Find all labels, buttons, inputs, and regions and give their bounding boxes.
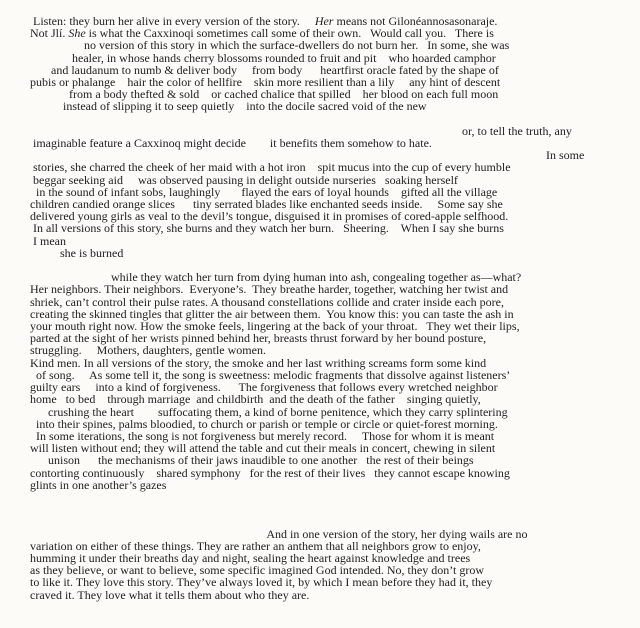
poem-text: humming it under their breaths day and night, sealing the heart against knowledge and trees bbox=[30, 550, 471, 565]
poem-text: I mean bbox=[33, 233, 66, 248]
poem-text: no version of this story in which the surface-dwellers do not burn her. In some, she was bbox=[84, 38, 510, 53]
poem-text: variation on either of these things. They are rather an anthem that all neighbors grow to enjoy, bbox=[30, 538, 481, 553]
poem-text: parted at the sight of her wrists pinned behind her, breasts thrust forward by her bound posture, bbox=[30, 331, 487, 346]
poem-text: And in one version of the story, her dying wails are no bbox=[266, 526, 528, 541]
poem-text: as they believe, or want to believe, some specific imagined God intended. No, they don’t grow bbox=[30, 563, 484, 578]
poem-text: Listen: they burn her alive in every version of the story. bbox=[33, 14, 315, 28]
poem-text: children candied orange slices tiny serrated blades like enchanted seeds inside. Some say she bbox=[30, 197, 503, 212]
poem-text: contorting continuously shared symphony for the rest of their lives they cannot escape knowing bbox=[30, 465, 510, 480]
poem bbox=[30, 15, 620, 601]
poem-text: healer, in whose hands cherry blossoms rounded to fruit and pit who hoarded camphor bbox=[72, 50, 496, 65]
poem-line bbox=[30, 589, 620, 601]
poem-text: shriek, can’t control their pulse rates. A thousand constellations collide and crater inside each pore, bbox=[30, 294, 504, 309]
poem-line bbox=[30, 491, 620, 503]
poem-text: or, to tell the truth, any bbox=[462, 123, 572, 138]
poem-text: In some iterations, the song is not forgiveness but merely record. Those for whom it is meant bbox=[36, 428, 495, 443]
poem-text: from a body thefted & sold or cached chalice that spilled her blood on each full moon bbox=[69, 87, 499, 102]
poem-text: beggar seeking aid was observed pausing in delight outside nurseries soaking herself bbox=[33, 172, 458, 187]
poem-text: creating the skinned tingles that glitter the air between them. You know this: you can taste the ash in bbox=[30, 306, 514, 321]
poem-text: guilty ears into a kind of forgiveness. The forgiveness that follows every wretched neighbor bbox=[30, 380, 498, 395]
poem-text: glints in one another’s gazes bbox=[30, 477, 167, 492]
poem-text: imaginable feature a Caxxinoq might decide it benefits them somehow to hate. bbox=[33, 136, 432, 151]
poem-text: home to bed through marriage and childbirth and the death of the father singing quietly, bbox=[30, 392, 481, 407]
poem-text: while they watch her turn from dying human into ash, congealing together as—what? bbox=[111, 270, 522, 285]
poem-text: means not Gilonéannosasonaraje. bbox=[333, 14, 498, 28]
poem-text: unison the mechanisms of their jaws inaudible to one another the rest of their beings bbox=[48, 453, 474, 468]
poem-text: In all versions of this story, she burns and they watch her burn. Sheering. When I say she burns bbox=[33, 221, 504, 236]
poem-text: your mouth right now. How the smoke feels, lingering at the back of your throat. They wet their lips, bbox=[30, 319, 520, 334]
poem-text: pubis or phalange hair the color of hellfire skin more resilient than a lily any hint of descent bbox=[30, 75, 501, 90]
poem-line bbox=[30, 247, 620, 259]
poem-text: stories, she charred the cheek of her maid with a hot iron spit mucus into the cup of every humble bbox=[33, 160, 511, 175]
poem-text: delivered young girls as veal to the devil’s tongue, disguised it in promises of cored-apple selfhood. bbox=[30, 209, 509, 224]
poem-line bbox=[30, 100, 620, 112]
poem-text: craved it. They love what it tells them about who they are. bbox=[30, 587, 310, 602]
poem-text: is what the Caxxinoqi sometimes call some of their own. Would call you. There is bbox=[85, 26, 494, 41]
poem-line bbox=[30, 479, 620, 491]
poem-text: Kind men. In all versions of the story, the smoke and her last writhing screams form some kind bbox=[30, 355, 487, 370]
poem-text: instead of slipping it to seep quietly into the docile sacred void of the new bbox=[63, 99, 427, 114]
poem-text: of song. As some tell it, the song is sweetness: melodic fragments that dissolve against listeners’ bbox=[36, 367, 511, 382]
poem-text: struggling. Mothers, daughters, gentle women. bbox=[30, 343, 266, 358]
poem-italic-text: Her bbox=[314, 14, 334, 28]
poem-line bbox=[30, 222, 620, 234]
poem-text: Not Jlí. bbox=[30, 26, 69, 41]
poem-text: in the sound of infant sobs, laughingly flayed the ears of loyal hounds gifted all the village bbox=[36, 184, 498, 199]
poem-text: into their spines, palms bloodied, to church or parish or temple or circle or quiet-forest morning. bbox=[36, 416, 498, 431]
poem-text: Her neighbors. Their neighbors. Everyone’s. They breathe harder, together, watching her twist and bbox=[30, 282, 509, 297]
poem-text: crushing the heart suffocating them, a kind of borne penitence, which they carry splintering bbox=[48, 404, 508, 419]
poem-line bbox=[30, 503, 620, 515]
poem-italic-text: She bbox=[68, 26, 86, 41]
poem-text: she is burned bbox=[60, 245, 124, 260]
poem-text: will listen without end; they will attend the table and cut their meals in concert, chewing in silent bbox=[30, 441, 496, 456]
poem-text: to like it. They love this story. They’ve always loved it, by which I mean before they had it, they bbox=[30, 575, 493, 590]
poem-text: and laudanum to numb & deliver body from body heartfirst oracle fated by the shape of bbox=[51, 62, 499, 77]
poem-text: In some bbox=[546, 148, 585, 163]
